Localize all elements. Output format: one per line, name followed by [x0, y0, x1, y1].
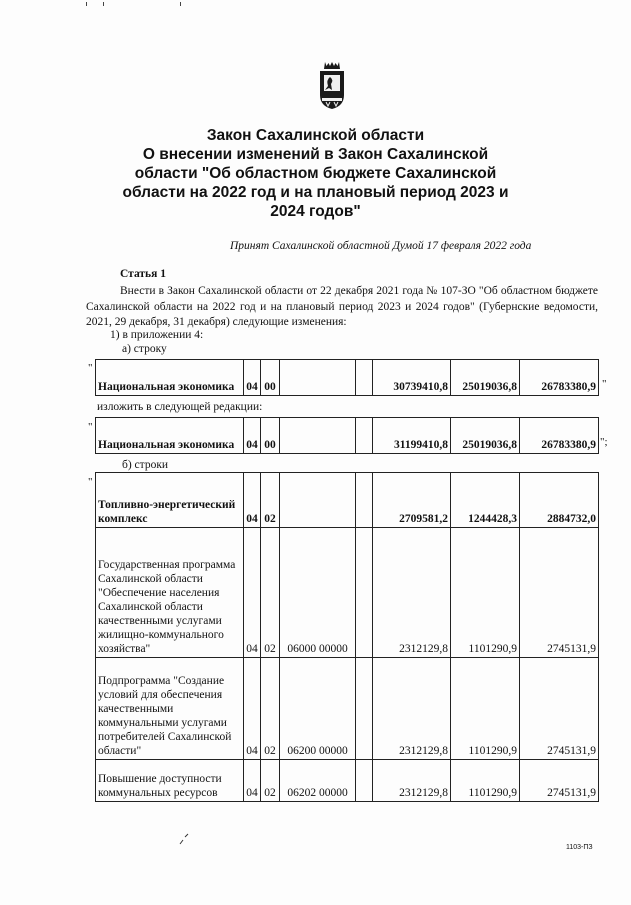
scan-mark [103, 2, 104, 6]
cell-2024: 2745131,9 [520, 658, 599, 760]
item-1: 1) в приложении 4: [110, 329, 204, 341]
cell-rz: 04 [244, 528, 261, 658]
cell-2023: 25019036,8 [451, 360, 520, 396]
cell-pr: 00 [261, 418, 280, 454]
cell-vr [356, 760, 373, 802]
table-b [95, 472, 599, 802]
cell-2024: 2884732,0 [520, 473, 599, 528]
law-title-line-1: Закон Сахалинской области [206, 127, 425, 144]
cell-pr: 02 [261, 473, 280, 528]
scan-mark [86, 2, 87, 6]
cell-vr [356, 528, 373, 658]
open-quote: " [88, 476, 93, 488]
cell-rz: 04 [244, 360, 261, 396]
cell-pr: 02 [261, 658, 280, 760]
open-quote: " [88, 362, 93, 374]
scan-mark [180, 2, 181, 6]
cell-rz: 04 [244, 473, 261, 528]
cell-csr [280, 360, 356, 396]
cell-vr [356, 360, 373, 396]
cell-csr: 06200 00000 [280, 658, 356, 760]
cell-2022: 31199410,8 [373, 418, 451, 454]
item-a: а) строку [122, 343, 167, 355]
cell-name: Топливно-энергетический комплекс [96, 473, 244, 528]
table-new-row [95, 417, 599, 454]
item-b: б) строки [122, 459, 169, 471]
cell-2023: 1101290,9 [451, 760, 520, 802]
cell-2024: 26783380,9 [520, 360, 599, 396]
table-row [96, 658, 599, 760]
cell-pr: 02 [261, 760, 280, 802]
cell-pr: 00 [261, 360, 280, 396]
cell-2023: 1101290,9 [451, 528, 520, 658]
cell-csr [280, 473, 356, 528]
table-row [96, 528, 599, 658]
cell-2022: 2709581,2 [373, 473, 451, 528]
cell-name: Повышение доступности коммунальных ресурсов [96, 760, 244, 802]
open-quote: " [88, 421, 93, 433]
close-quote: " [602, 378, 607, 390]
cell-2023: 1244428,3 [451, 473, 520, 528]
table-row [96, 473, 599, 528]
cell-csr [280, 418, 356, 454]
cell-2024: 2745131,9 [520, 760, 599, 802]
cell-name: Национальная экономика [96, 418, 244, 454]
article-intro: Внести в Закон Сахалинской области от 22 декабря 2021 года № 107-ЗО "Об областном бюджете Сахалинской области на 2022 год и на плановый период 2023 и 2024 годов" (Губернские ведомости, 2021, 29 декабря, 31 декабря) следующие изменения: [86, 285, 598, 328]
cell-2022: 30739410,8 [373, 360, 451, 396]
cell-rz: 04 [244, 760, 261, 802]
cell-2024: 2745131,9 [520, 528, 599, 658]
document-code: 1103-ПЗ [566, 844, 593, 851]
pen-mark [178, 832, 190, 846]
law-title-line-5: 2024 годов" [270, 203, 361, 220]
cell-rz: 04 [244, 658, 261, 760]
cell-vr [356, 473, 373, 528]
law-title-line-4: области на 2022 год и на плановый период 2023 и [122, 184, 509, 201]
article-heading: Статья 1 [120, 268, 166, 280]
cell-name: Подпрограмма "Создание условий для обеспечения качественными коммунальными услугами потребителей Сахалинской области" [96, 658, 244, 760]
cell-2022: 2312129,8 [373, 760, 451, 802]
cell-vr [356, 658, 373, 760]
cell-name: Национальная экономика [96, 360, 244, 396]
table-row [96, 418, 599, 454]
table-old-row [95, 359, 599, 396]
replace-text: изложить в следующей редакции: [97, 401, 263, 413]
law-title-line-2: О внесении изменений в Закон Сахалинской [142, 146, 489, 163]
cell-name: Государственная программа Сахалинской области "Обеспечение населения Сахалинской области качественными услугами жилищно-коммунального хозяйства" [96, 528, 244, 658]
cell-vr [356, 418, 373, 454]
cell-2022: 2312129,8 [373, 528, 451, 658]
cell-csr: 06000 00000 [280, 528, 356, 658]
cell-csr: 06202 00000 [280, 760, 356, 802]
close-quote-semicolon: "; [600, 436, 608, 448]
table-row [96, 360, 599, 396]
cell-2023: 1101290,9 [451, 658, 520, 760]
cell-2023: 25019036,8 [451, 418, 520, 454]
adoption-note: Принят Сахалинской областной Думой 17 февраля 2022 года [230, 240, 532, 252]
cell-pr: 02 [261, 528, 280, 658]
cell-2024: 26783380,9 [520, 418, 599, 454]
cell-rz: 04 [244, 418, 261, 454]
law-title-line-3: области "Об областном бюджете Сахалинской [134, 165, 497, 182]
cell-2022: 2312129,8 [373, 658, 451, 760]
table-row [96, 760, 599, 802]
coat-of-arms-emblem [316, 60, 348, 110]
